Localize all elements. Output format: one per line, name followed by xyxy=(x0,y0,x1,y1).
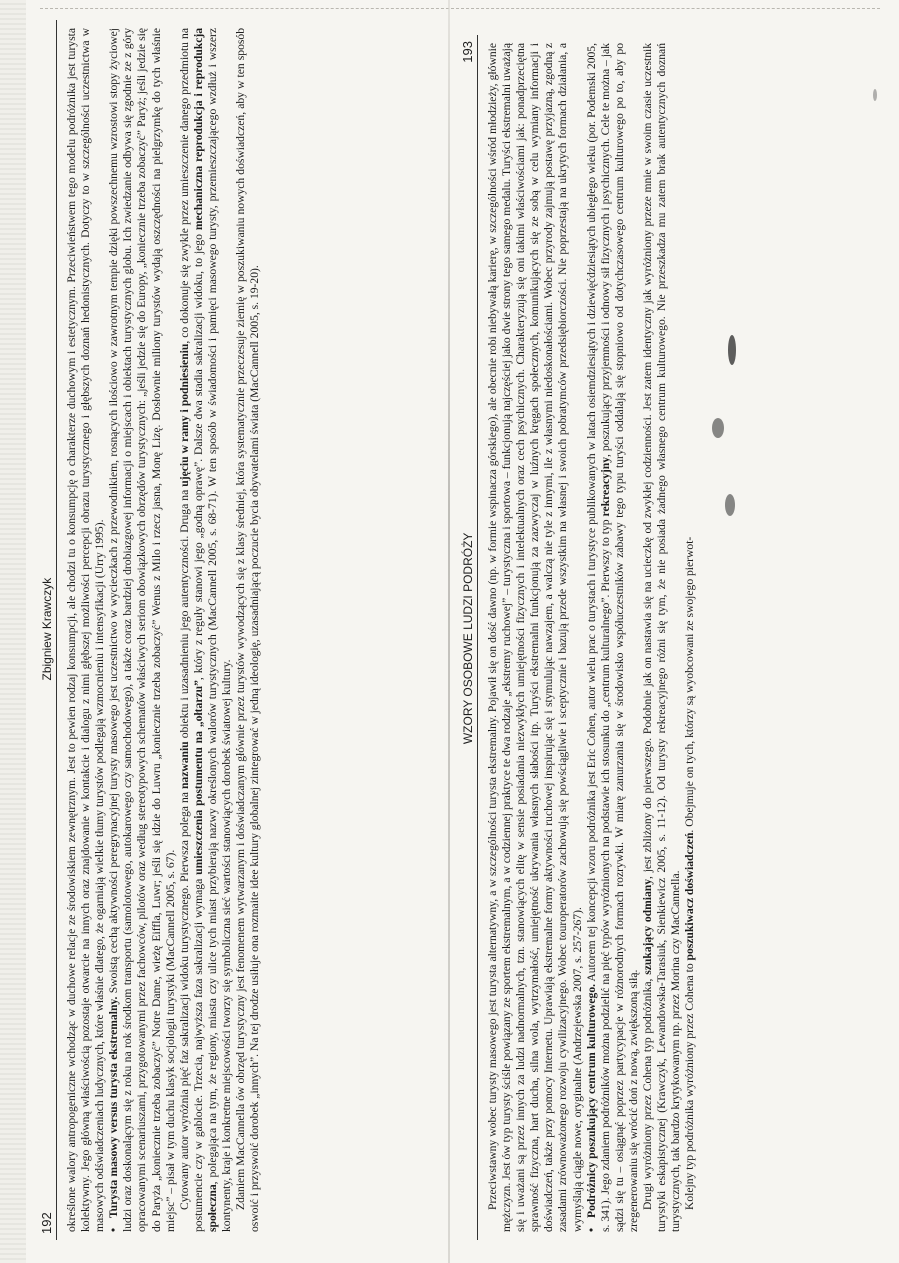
bullet-heading: Podróżnicy poszukujący centrum kulturowego. xyxy=(584,983,598,1218)
left-page-header xyxy=(34,20,57,1240)
bullet-icon: • xyxy=(107,1227,121,1232)
paragraph: określone walory antropogeniczne wchodząc w duchowe relacje ze środowiskiem zewnętrznym. Jest to pewien rodzaj konsumpcji, ale chodzi tu o konsumpcję o charakterze duchowym i estetycznym. Przeciwieństwem tego modelu podróżnika jest turysta kolektywny. Jego główną właściwością pozostaje otwarcie na innych oraz znajdowanie w kontakcie i dialogu z nimi głębszej możliwości percepcji obrazu turystycznego i głębszych doznań hedonistycznych. Dotyczy to w szczególności uczestnictwa w masowych odświadczeniach ludycznych, które właśnie dlatego, że ogarniają wielkie tłumy turystów podlegają wzmocnieniu i intensyfikacji (Urry 1995). xyxy=(65,28,107,1232)
bullet-icon: • xyxy=(584,1227,598,1232)
page-number: 192 xyxy=(39,1212,54,1234)
bullet-heading: Turysta masowy versus turysta ekstremalny. xyxy=(107,996,121,1218)
left-page xyxy=(34,20,454,1240)
bullet-paragraph: •Podróżnicy poszukujący centrum kulturowego. Autorem tej koncepcji wzoru podróżnika jest Eric Cohen, autor wielu prac o turystach i turystyce publikowanych w latach osiemdziesiątych i dziewięćdziesiątych ubiegłego wieku (por. Podemski 2005, s. 341). Jego zdaniem podróżników można podzielić na pięć typów wyróżnionych na podstawie ich stosunku do „centrum kulturalnego”. Pierwszy to typ rekreacyjny, poszukujący przyjemności i odnowy sił fizycznych i psychicznych. Cele te można – jak sądzi się tu – osiągnąć poprzez partycypacje w różnorodnych formach rozrywki. W miarę zanurzania się w środowisko współuczestników zabawy tego typu turyści oddalają się stopniowo od dotychczasowego centrum kulturowego po to, aby po zregenerowaniu się wrócić doń z nową, zwiększoną siłą. xyxy=(584,43,640,1232)
right-page-body xyxy=(478,35,697,1240)
right-page xyxy=(455,35,885,1240)
running-head: WZORY OSOBOWE LUDZI PODRÓŻY xyxy=(461,532,475,745)
bullet-paragraph: •Turysta masowy versus turysta ekstremalny. Swoistą cechą aktywności peregrynacyjnej turysty masowego jest uczestnictwo w wycieczkach z przewodnikiem, rosnących ilościowo w zawrotnym tempie dzięki powszechnemu wzrostowi stopy życiowej ludzi oraz doskonalącym się z roku na rok środkom transportu (samolotowego, autokarowego czy samochodowego), a także coraz bardziej drobiazgowej informacji o miejscach i obiektach turystycznych globu. Ich zwiedzanie odbywa się zgodnie ze z góry opracowanymi scenariuszami, przygotowanymi przez fachowców, pilotów oraz według stereotypowych schematów właściwych seriom obowiązkowych obrzędów turystycznych: „jeśli jedzie się do Europy, „koniecznie trzeba zobaczyć” Paryż; jeśli jedzie się do Paryża „koniecznie trzeba zobaczyć” Notre Dame, wieżę Eiffla, Luwr; jeśli się idzie do Luwru „koniecznie trzeba zobaczyć” Wenus z Milo i rzecz jasna, Monę Lizę. Dosłownie miliony turystów wydają oszczędności na pielgrzymkę do tych właśnie miejsc” – pisał w tym duchu klasyk socjologii turystyki (MacCannell 2005, s. 67). xyxy=(107,28,177,1232)
scan-edge xyxy=(0,0,26,1263)
page-number: 193 xyxy=(460,41,475,63)
paragraph: Cytowany autor wyróżnia pięć faz sakralizacji widoku turystycznego. Pierwsza polega na nazwaniu obiektu i uzasadnieniu jego autentyczności. Druga na ujęciu w ramy i podniesieniu, co dokonuje się zwykle przez umieszczenie danego przedmiotu na postumencie czy w gablocie. Trzecia, najwyższa faza sakralizacji wymaga umieszczenia postumentu na „ołtarzu”, który z reguły stanowi jego „godną oprawę”. Dalsze dwa stadia sakralizacji widoku, to jego mechaniczna reprodukcja i reprodukcja społeczna, polegająca na tym, że regiony, miasta czy ulice tych miast przybierają nazwy określonych walorów turystycznych (MacCannell 2005, s. 68-71). W ten sposób w świadomości i pamięci masowego turysty, przemieszczającego wzdłuż i wszerz kontynenty, kraje i konkretne miejscowości tworzy się symboliczna sieć wartości stanowiących dorobek światowej kultury. xyxy=(177,27,234,1232)
paragraph: Przeciwstawny wobec turysty masowego jest turysta alternatywny, a w szczególności turysta ekstremalny. Pojawił się on dość dawno (np. w formie wspinacza górskiego), ale obecnie robi niebywałą karierę, w szczególności wśród młodzieży, głównie mężczyzn. Jest ów typ turysty ściśle powiązany ze sportem ekstremalnym, a w codziennej praktyce te dwa rodzaje „ekstremy ruchowej” – turystyczna i sportowa – funkcjonują najczęściej jako dwie strony tego samego medalu. Turyści ekstremalni uważają się i uważani są przez innych za ludzi nadnormalnych, tzn. stanowiących elitę w sensie posiadania niezwykłych umiejętności fizycznych i intelektualnych oraz cech psychicznych. Charakteryzują się oni takimi właściwościami jak: ponadprzeciętna sprawność fizyczna, hart ducha, silna wola, wytrzymałość, umiejętność ukrywania własnych słabości itp. Turyści ekstremalni funkcjonują za zazwyczaj w luźnych kręgach społecznych, komunikujących się ze sobą w celu wymiany informacji i doświadczeń, także przy pomocy Internetu. Uprawiają ekstremalne formy aktywności ruchowej inspirując się i stymulując nawzajem, a walczą nie tyle z innymi, ile z własnymi niedoskonałościami. Wobec przyrody zajmują postawę przyjazną, zgodną z zasadami zrównoważonego rozwoju cywilizacyjnego. Wobec touroperatorów zachowują się powściągliwie i sceptycznie i bazują przede wszystkim na własnej i swoich pobratymców przedsiębiorczości. Nie poprzestają na ukrytych formach działania, a wymyślają ciągle nowe, oryginalne (Andrzejewska 2007, s. 257-267). xyxy=(486,43,584,1232)
running-head: Zbigniew Krawczyk xyxy=(40,577,54,681)
paragraph: Drugi wyróżniony przez Cohena typ podróżnika, szukający odmiany, jest zbliżony do pierwszego. Podobnie jak on nastawia się na ucieczkę od zwykłej codzienności. Jest zatem identyczny jak wyróżniony przeze mnie w swoim czasie uczestnik turystyki eskapistycznej (Krawczyk, Lewandowska-Tarasiuk, Sienkiewicz 2005, s. 11-12). Od turysty rekreacyjnego różni się tym, że nie posiada żadnego własnego centrum kulturowego. Nie przeszkadza mu zatem brak autentycznych doznań turystycznych, tak bardzo krytykowanym np. przez Morina czy MacCannella. xyxy=(641,42,683,1232)
paragraph: Kolejny typ podróżnika wyróżniony przez Cohena to poszukiwacz doświadczeń. Obejmuje on tych, którzy są wyobcowani ze swojego pierwot- xyxy=(683,536,697,1210)
right-page-header xyxy=(455,35,478,1240)
left-page-body xyxy=(57,20,262,1240)
scan-line xyxy=(40,8,880,10)
paragraph: Zdaniem MacCannella ów obrzęd turystyczny jest fenomenem wytwarzanym i doświadczanym głównie przez turystów wywodzących się z klasy średniej, która systematycznie przeczesuje ziemię w poszukiwaniu nowych doświadczeń, aby w ten sposób oswoić i przyswoić dorobek „innych”. Na tej drodze usiłuje ona rozmaite idee kultury globalnej zintegrować w jedną ideologię, uzasadniającą poczucie bycia obywatelami świata (MacCannell 2005, s. 19-20). xyxy=(234,28,262,1232)
